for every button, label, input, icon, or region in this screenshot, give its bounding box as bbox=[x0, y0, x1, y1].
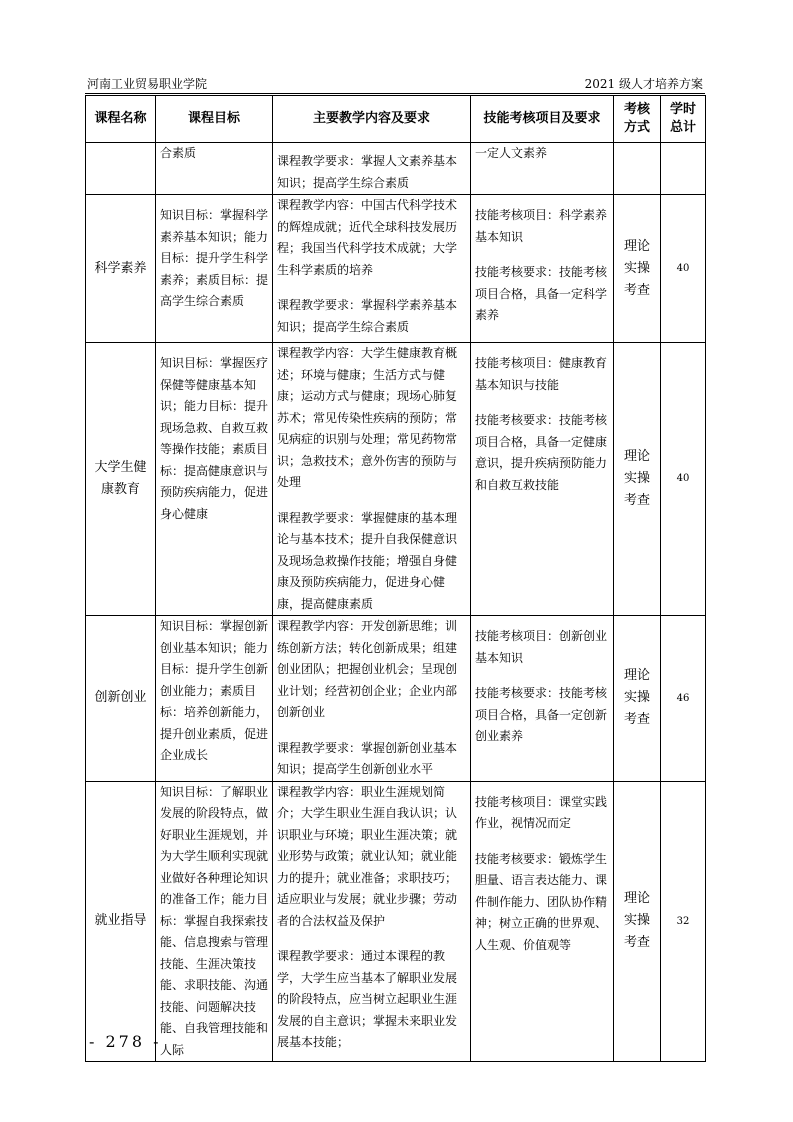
table-row bbox=[86, 781, 706, 1062]
col-header-teaching-content: 主要教学内容及要求 bbox=[273, 96, 471, 143]
skill-assessment: 技能考核项目：创新创业基本知识 技能考核要求：技能考核项目合格，具备一定创新创业素养 bbox=[471, 616, 614, 782]
assessment-method: 理论 实操 考查 bbox=[614, 616, 661, 782]
course-name: 科学素养 bbox=[86, 195, 156, 343]
col-header-total-hours: 学时 总计 bbox=[661, 96, 706, 143]
total-hours: 40 bbox=[661, 343, 706, 616]
col-header-course-goal: 课程目标 bbox=[156, 96, 273, 143]
page-number: - 278 - bbox=[89, 1032, 162, 1051]
header-doc-title: 2021 级人才培养方案 bbox=[584, 77, 703, 91]
skill-assessment: 技能考核项目：课堂实践作业，视情况而定 技能考核要求：锻炼学生胆量、语言表达能力、课件制作能力、团队协作精神；树立正确的世界观、人生观、价值观等 bbox=[471, 781, 614, 1062]
course-goal: 知识目标：掌握医疗保健等健康基本知识；能力目标：提升现场急救、自救互救等操作技能；素质目标：提高健康意识与预防疾病能力，促进身心健康 bbox=[156, 343, 273, 616]
col-header-course-name: 课程名称 bbox=[86, 96, 156, 143]
table-row bbox=[86, 343, 706, 616]
page-header bbox=[87, 74, 703, 94]
col-header-assessment-method: 考核 方式 bbox=[614, 96, 661, 143]
course-name: 就业指导 bbox=[86, 781, 156, 1062]
skill-assessment: 一定人文素养 bbox=[471, 143, 614, 195]
curriculum-table bbox=[85, 95, 706, 1062]
header-rule bbox=[85, 93, 705, 94]
teaching-content: 课程教学内容：中国古代科学技术的辉煌成就；近代全球科技发展历程；我国当代科学技术成就；大学生科学素质的培养 课程教学要求：掌握科学素养基本知识；提高学生综合素质 bbox=[273, 195, 471, 343]
teaching-content: 课程教学要求：掌握人文素养基本知识；提高学生综合素质 bbox=[273, 143, 471, 195]
table-header-row bbox=[86, 96, 706, 143]
table-row bbox=[86, 616, 706, 782]
header-school-name: 河南工业贸易职业学院 bbox=[87, 77, 208, 91]
assessment-method: 理论 实操 考查 bbox=[614, 343, 661, 616]
course-goal: 知识目标：掌握科学素养基本知识；能力目标：提升学生科学素养；素质目标：提高学生综合素质 bbox=[156, 195, 273, 343]
course-goal: 知识目标：了解职业发展的阶段特点，做好职业生涯规划，并为大学生顺利实现就业做好各种理论知识的准备工作；能力目标：掌握自我探索技能、信息搜索与管理技能、生涯决策技能、求职技能、沟通技能、问题解决技能、自我管理技能和人际 bbox=[156, 781, 273, 1062]
course-goal: 合素质 bbox=[156, 143, 273, 195]
total-hours bbox=[661, 143, 706, 195]
skill-assessment: 技能考核项目：健康教育基本知识与技能 技能考核要求：技能考核项目合格，具备一定健康意识，提升疾病预防能力和自救互救技能 bbox=[471, 343, 614, 616]
table-row bbox=[86, 143, 706, 195]
teaching-content: 课程教学内容：开发创新思维；训练创新方法；转化创新成果；组建创业团队；把握创业机会；呈现创业计划；经营初创企业；企业内部创新创业 课程教学要求：掌握创新创业基本知识；提高学生创新创业水平 bbox=[273, 616, 471, 782]
table-row bbox=[86, 195, 706, 343]
assessment-method bbox=[614, 143, 661, 195]
course-name: 大学生健 康教育 bbox=[86, 343, 156, 616]
course-goal: 知识目标：掌握创新创业基本知识；能力目标：提升学生创新创业能力；素质目标：培养创新能力，提升创业素质，促进企业成长 bbox=[156, 616, 273, 782]
col-header-skill-assessment: 技能考核项目及要求 bbox=[471, 96, 614, 143]
assessment-method: 理论 实操 考查 bbox=[614, 781, 661, 1062]
skill-assessment: 技能考核项目：科学素养基本知识 技能考核要求：技能考核项目合格，具备一定科学素养 bbox=[471, 195, 614, 343]
total-hours: 32 bbox=[661, 781, 706, 1062]
course-name bbox=[86, 143, 156, 195]
assessment-method: 理论 实操 考查 bbox=[614, 195, 661, 343]
course-name: 创新创业 bbox=[86, 616, 156, 782]
total-hours: 40 bbox=[661, 195, 706, 343]
teaching-content: 课程教学内容：大学生健康教育概述；环境与健康；生活方式与健康；运动方式与健康；现场心肺复苏术；常见传染性疾病的预防；常见病症的识别与处理；常见药物常识；急救技术；意外伤害的预防与处理 课程教学要求：掌握健康的基本理论与基本技术；提升自我保健意识及现场急救操作技能；增强自身健康及预防疾病能力，促进身心健康，提高健康素质 bbox=[273, 343, 471, 616]
teaching-content: 课程教学内容：职业生涯规划简介；大学生职业生涯自我认识；认识职业与环境；职业生涯决策；就业形势与政策；就业认知；就业能力的提升；就业准备；求职技巧；适应职业与发展；就业步骤；劳动者的合法权益及保护 课程教学要求：通过本课程的教学，大学生应当基本了解职业发展的阶段特点，应当树立起职业生涯发展的自主意识；掌握未来职业发展基本技能； bbox=[273, 781, 471, 1062]
total-hours: 46 bbox=[661, 616, 706, 782]
